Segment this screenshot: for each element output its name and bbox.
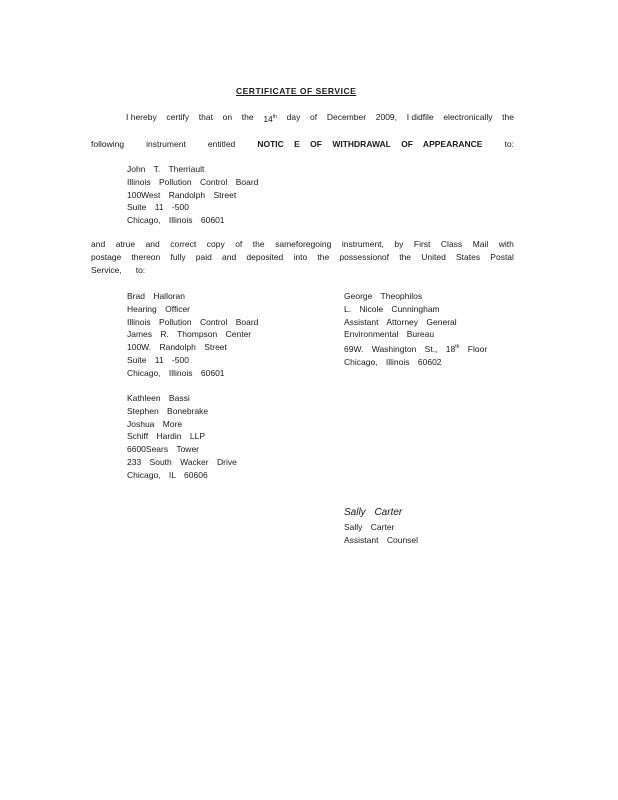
text-word: I didfile xyxy=(406,112,434,122)
address-line: Joshua More xyxy=(127,418,183,429)
address-line: Suite 11 -500 xyxy=(127,354,189,365)
text-word: the xyxy=(317,252,330,262)
text-word: by xyxy=(394,239,404,249)
address-line: 6600Sears Tower xyxy=(127,444,199,455)
address-line: Schiff Hardin LLP xyxy=(127,431,205,442)
address-line: Environmental Bureau xyxy=(344,329,435,340)
address-line: Illinois Pollution Control Board xyxy=(127,316,259,327)
text-word: of xyxy=(235,239,243,249)
text-word: Service, xyxy=(91,265,122,275)
text-word: instrument xyxy=(146,138,186,149)
address-line: Suite 11 -500 xyxy=(127,202,189,213)
text-word: First xyxy=(413,239,431,249)
text-word: following xyxy=(91,138,125,149)
address-line: Stephen Bonebrake xyxy=(127,405,209,416)
ordinal-suffix: th xyxy=(455,344,460,351)
address-line: Illinois Pollution Control Board xyxy=(127,176,259,187)
mail-paragraph xyxy=(91,238,514,277)
address-line: L. Nicole Cunningham xyxy=(344,303,440,314)
text-word: the xyxy=(399,252,412,262)
address-line: James R. Thompson Center xyxy=(127,329,252,340)
text-word: and xyxy=(222,252,237,262)
recipient-block-attorney-general xyxy=(344,290,487,369)
mail-line-2 xyxy=(91,251,514,264)
recipient-block-schiff-hardin xyxy=(127,392,237,482)
text-word: certify xyxy=(166,112,190,122)
text-word: the xyxy=(252,239,265,249)
text-word: copy xyxy=(206,239,225,249)
signature-block xyxy=(344,507,418,546)
intro-line-1 xyxy=(91,111,514,126)
text-word: Mail xyxy=(472,239,489,249)
text-word: sameforegoing xyxy=(275,239,332,249)
text-word: with xyxy=(498,239,514,249)
address-line: Chicago, Illinois 60601 xyxy=(127,367,225,378)
address-line: Kathleen Bassi xyxy=(127,393,190,403)
text-word: and xyxy=(91,239,106,249)
text-word: of xyxy=(310,112,318,122)
text-word: electronically xyxy=(443,112,493,122)
text-word: postage xyxy=(91,252,122,262)
address-line: John T. Therriault xyxy=(127,164,205,174)
floor-label: Floor xyxy=(467,344,488,355)
text-word: possessionof xyxy=(339,252,390,262)
text-word: I hereby xyxy=(126,112,157,122)
text-word: to: xyxy=(135,265,146,275)
text-word: on xyxy=(222,112,233,122)
address-line: Hearing Officer xyxy=(127,303,191,314)
address-line: Assistant Attorney General xyxy=(344,316,457,327)
document-title: CERTIFICATE OF SERVICE xyxy=(236,86,357,96)
address-line: 100W. Randolph Street xyxy=(127,342,227,353)
text-word: that xyxy=(198,112,213,122)
text-word: the xyxy=(502,112,514,122)
ordinal-suffix: th xyxy=(272,114,277,120)
recipient-block-halloran xyxy=(127,290,258,380)
recipient-electronic xyxy=(127,163,258,227)
text-word: correct xyxy=(170,239,197,249)
text-word: atrue xyxy=(115,239,136,249)
street-address: 69W. Washington St., 18 xyxy=(344,344,456,355)
address-line: Chicago, Illinois 60601 xyxy=(127,215,225,226)
signer-title: Assistant Counsel xyxy=(344,534,419,545)
text-word: thereon xyxy=(131,252,161,262)
text-word: the xyxy=(241,112,254,122)
mail-line-3 xyxy=(91,264,514,277)
signer-name: Sally Carter xyxy=(344,521,395,532)
text-word: States xyxy=(456,252,481,262)
text-word: instrument, xyxy=(341,239,384,249)
address-line: Brad Halloran xyxy=(127,291,185,301)
text-word: United xyxy=(421,252,446,262)
text-word: and xyxy=(145,239,160,249)
intro-paragraph xyxy=(91,111,514,151)
text-word: December xyxy=(326,112,367,122)
address-line: Chicago, IL 60606 xyxy=(127,469,208,480)
address-line xyxy=(344,341,487,356)
text-word: Postal xyxy=(490,252,514,262)
text-word: fully xyxy=(170,252,186,262)
mail-line-1 xyxy=(91,238,514,251)
text-word: Class xyxy=(440,239,463,249)
text-word: into xyxy=(293,252,308,262)
text-word: entitled xyxy=(207,138,236,149)
text-word: paid xyxy=(195,252,212,262)
address-line: George Theophilos xyxy=(344,291,423,301)
day-number: 14th xyxy=(263,113,277,124)
address-line: 233 South Wacker Drive xyxy=(127,456,237,467)
intro-line-2 xyxy=(91,138,514,151)
text-word: day xyxy=(286,112,301,122)
address-line: 100West Randolph Street xyxy=(127,189,237,200)
address-line: Chicago, Illinois 60602 xyxy=(344,356,442,367)
text-word: to: xyxy=(504,138,514,149)
document-reference-title: NOTIC E OF WITHDRAWAL OF APPEARANCE xyxy=(257,138,483,149)
signature-script: Sally Carter xyxy=(344,507,403,518)
text-word: 2009, xyxy=(375,112,398,122)
text-word: deposited xyxy=(246,252,284,262)
